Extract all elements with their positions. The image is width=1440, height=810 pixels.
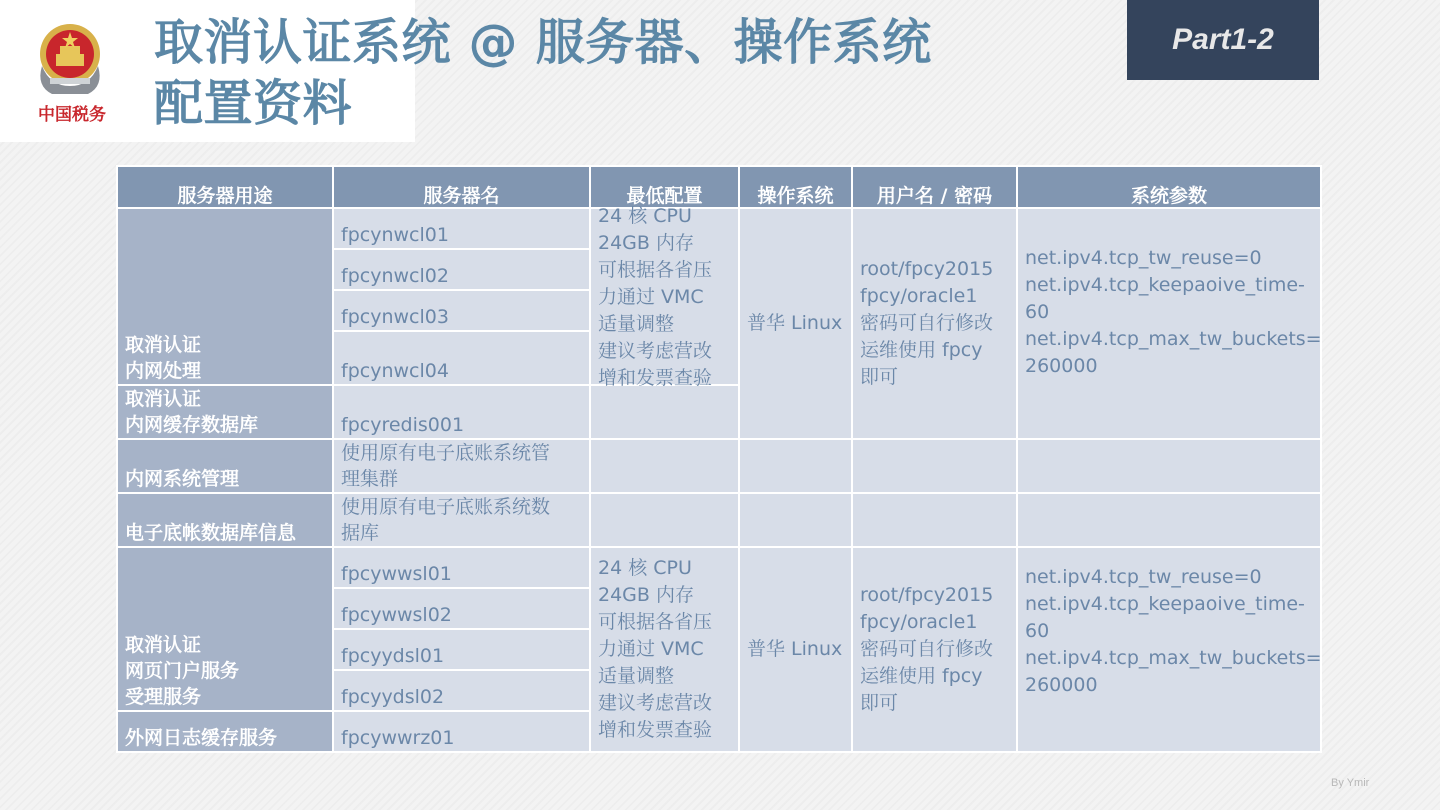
server-name-text: 理集群 [341,468,399,490]
usage-text: 内网处理 [125,360,202,382]
server-name-cell [333,493,590,547]
logo-text: 中国税务 [38,105,106,125]
server-name-cell: fpcyredis001 [333,385,590,439]
title-line-1: 取消认证系统 @ 服务器、操作系统 [154,14,932,71]
empty-cell [590,385,739,439]
empty-cell [852,493,1017,547]
server-name-cell: fpcyydsl01 [333,629,590,670]
param-line: net.ipv4.tcp_keepaoive_time- [1025,593,1305,615]
server-name-cell: fpcywwrz01 [333,711,590,752]
credential-line: 即可 [860,366,899,388]
part-badge: Part1-2 [1127,0,1319,80]
config-line: 24GB 内存 [598,584,694,606]
config-line: 可根据各省压 [598,259,713,281]
usage-cell: 电子底帐数据库信息 [117,493,333,547]
config-line: 24 核 CPU [598,557,692,579]
credentials-cell [852,208,1017,439]
credential-line: root/fpcy2015 [860,584,994,606]
table-row [117,493,1321,547]
param-line: 260000 [1025,355,1098,377]
config-line: 建议考虑营改 [598,692,713,714]
param-line: 60 [1025,620,1050,642]
param-line: 260000 [1025,674,1098,696]
credential-line: root/fpcy2015 [860,258,994,280]
server-name-cell: fpcywwsl01 [333,547,590,588]
usage-cell [117,208,333,385]
table-row [117,208,1321,249]
os-cell: 普华 Linux [739,208,852,439]
server-name-cell: fpcyydsl02 [333,670,590,711]
empty-cell [1017,493,1321,547]
sys-params-cell [1017,547,1321,752]
config-line: 适量调整 [598,313,675,335]
server-name-cell: fpcynwcl04 [333,331,590,385]
usage-text: 网页门户服务 [125,660,240,682]
table-row [117,547,1321,588]
usage-cell: 内网系统管理 [117,439,333,493]
table-header-row [117,166,1321,208]
page-title [154,12,932,134]
usage-text: 取消认证 [125,388,202,410]
server-config-table [116,165,1322,753]
credentials-cell [852,547,1017,752]
author-credit: By Ymir [1331,777,1370,789]
empty-cell [590,439,739,493]
param-line: net.ipv4.tcp_tw_reuse=0 [1025,247,1262,269]
empty-cell [739,439,852,493]
config-line: 力通过 VMC [598,638,704,660]
usage-cell [117,547,333,711]
credential-line: fpcy/oracle1 [860,611,978,633]
config-cell [590,547,739,752]
col-header-server-name: 服务器名 [333,166,590,208]
config-line: 可根据各省压 [598,611,713,633]
credential-line: 密码可自行修改 [860,312,994,334]
empty-cell [852,439,1017,493]
usage-text: 受理服务 [125,686,202,708]
config-line: 适量调整 [598,665,675,687]
server-name-cell: fpcywwsl02 [333,588,590,629]
col-header-usage: 服务器用途 [117,166,333,208]
param-line: net.ipv4.tcp_max_tw_buckets= [1025,328,1322,350]
param-line: net.ipv4.tcp_keepaoive_time- [1025,274,1305,296]
server-name-text: 使用原有电子底账系统管 [341,442,551,464]
config-line: 24 核 CPU [598,205,692,227]
credential-line: 运维使用 fpcy [860,339,983,361]
server-name-text: 使用原有电子底账系统数 [341,496,551,518]
table-row [117,439,1321,493]
param-line: net.ipv4.tcp_max_tw_buckets= [1025,647,1322,669]
usage-text: 内网缓存数据库 [125,414,259,436]
server-name-cell: fpcynwcl01 [333,208,590,249]
server-name-cell [333,439,590,493]
col-header-sys-params: 系统参数 [1017,166,1321,208]
server-name-cell: fpcynwcl02 [333,249,590,290]
credential-line: 即可 [860,692,899,714]
config-line: 增和发票查验 [598,367,713,389]
col-header-min-config: 最低配置 [590,166,739,208]
usage-cell: 外网日志缓存服务 [117,711,333,752]
empty-cell [739,493,852,547]
config-line: 建议考虑营改 [598,340,713,362]
col-header-os: 操作系统 [739,166,852,208]
usage-text: 取消认证 [125,634,202,656]
credential-line: fpcy/oracle1 [860,285,978,307]
usage-cell [117,385,333,439]
config-line: 力通过 VMC [598,286,704,308]
config-cell [590,205,739,389]
title-line-2: 配置资料 [154,75,353,132]
sys-params-cell [1017,208,1321,439]
param-line: 60 [1025,301,1050,323]
param-line: net.ipv4.tcp_tw_reuse=0 [1025,566,1262,588]
server-name-text: 据库 [341,522,380,544]
server-name-cell: fpcynwcl03 [333,290,590,331]
credential-line: 密码可自行修改 [860,638,994,660]
credential-line: 运维使用 fpcy [860,665,983,687]
empty-cell [1017,439,1321,493]
config-line: 24GB 内存 [598,232,694,254]
empty-cell [590,493,739,547]
col-header-credentials: 用户名 / 密码 [852,166,1017,208]
config-line: 增和发票查验 [598,719,713,741]
usage-text: 取消认证 [125,334,202,356]
os-cell: 普华 Linux [739,547,852,752]
